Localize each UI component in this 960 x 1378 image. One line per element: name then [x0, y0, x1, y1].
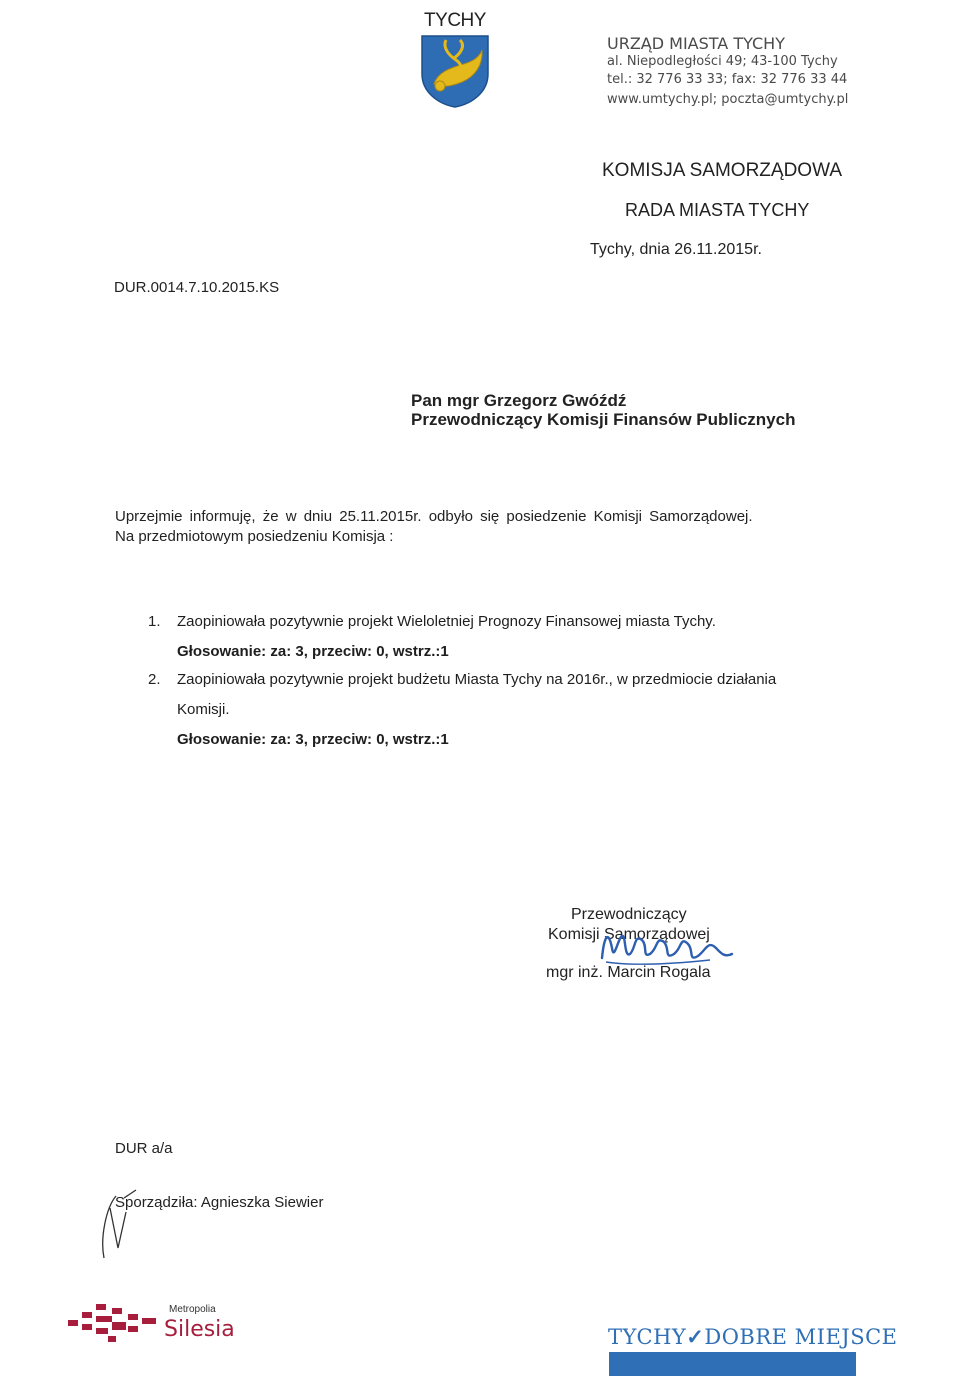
list-item-vote: Głosowanie: za: 3, przeciw: 0, wstrz.:1 — [177, 643, 449, 660]
commission-name: KOMISJA SAMORZĄDOWA — [602, 160, 842, 181]
reference-number: DUR.0014.7.10.2015.KS — [114, 279, 280, 296]
date-line: Tychy, dnia 26.11.2015r. — [590, 241, 762, 258]
list-item-number: 1. — [148, 613, 161, 630]
office-web: www.umtychy.pl; poczta@umtychy.pl — [607, 92, 849, 107]
metropolia-logo-icon — [68, 1298, 164, 1346]
council-name: RADA MIASTA TYCHY — [625, 200, 810, 220]
metropolia-label: Metropolia — [169, 1304, 216, 1315]
city-coat-of-arms-icon — [420, 34, 490, 108]
list-item-number: 2. — [148, 671, 161, 688]
list-item-text-continuation: Komisji. — [177, 701, 230, 718]
addressee-title: Przewodniczący Komisji Finansów Publicznych — [411, 410, 796, 429]
crest-title: TYCHY — [424, 10, 486, 31]
list-item-text: Zaopiniowała pozytywnie projekt budżetu Miasta Tychy na 2016r., w przedmiocie działania — [177, 671, 777, 688]
addressee-name: Pan mgr Grzegorz Gwóźdź — [411, 391, 627, 410]
office-address: al. Niepodległości 49; 43-100 Tychy — [607, 54, 838, 69]
office-phone: tel.: 32 776 33 33; fax: 32 776 33 44 — [607, 72, 848, 87]
check-icon: ✓ — [686, 1324, 705, 1349]
handwritten-signature-icon — [592, 918, 742, 978]
intro-paragraph-2: Na przedmiotowym posiedzeniu Komisja : — [115, 528, 394, 545]
city-slogan — [608, 1324, 898, 1349]
handwritten-initials-icon — [96, 1188, 146, 1268]
prepared-by: Sporządziła: Agnieszka Siewier — [115, 1194, 324, 1211]
office-name: URZĄD MIASTA TYCHY — [607, 34, 785, 53]
slogan-color-bar — [609, 1352, 856, 1376]
copy-note: DUR a/a — [115, 1140, 173, 1157]
silesia-label: Silesia — [164, 1317, 235, 1342]
signatory-name: mgr inż. Marcin Rogala — [546, 964, 711, 981]
slogan-left: TYCHY — [608, 1325, 687, 1349]
slogan-right: DOBRE MIEJSCE — [704, 1325, 898, 1349]
signatory-role-2: Komisji Samorządowej — [548, 926, 710, 943]
signatory-role: Przewodniczący — [571, 906, 687, 923]
list-item-vote: Głosowanie: za: 3, przeciw: 0, wstrz.:1 — [177, 731, 449, 748]
list-item-text: Zaopiniowała pozytywnie projekt Wieloletniej Prognozy Finansowej miasta Tychy. — [177, 613, 716, 630]
intro-paragraph: Uprzejmie informuję, że w dniu 25.11.2015r. odbyło się posiedzenie Komisji Samorządowej. — [115, 508, 753, 525]
